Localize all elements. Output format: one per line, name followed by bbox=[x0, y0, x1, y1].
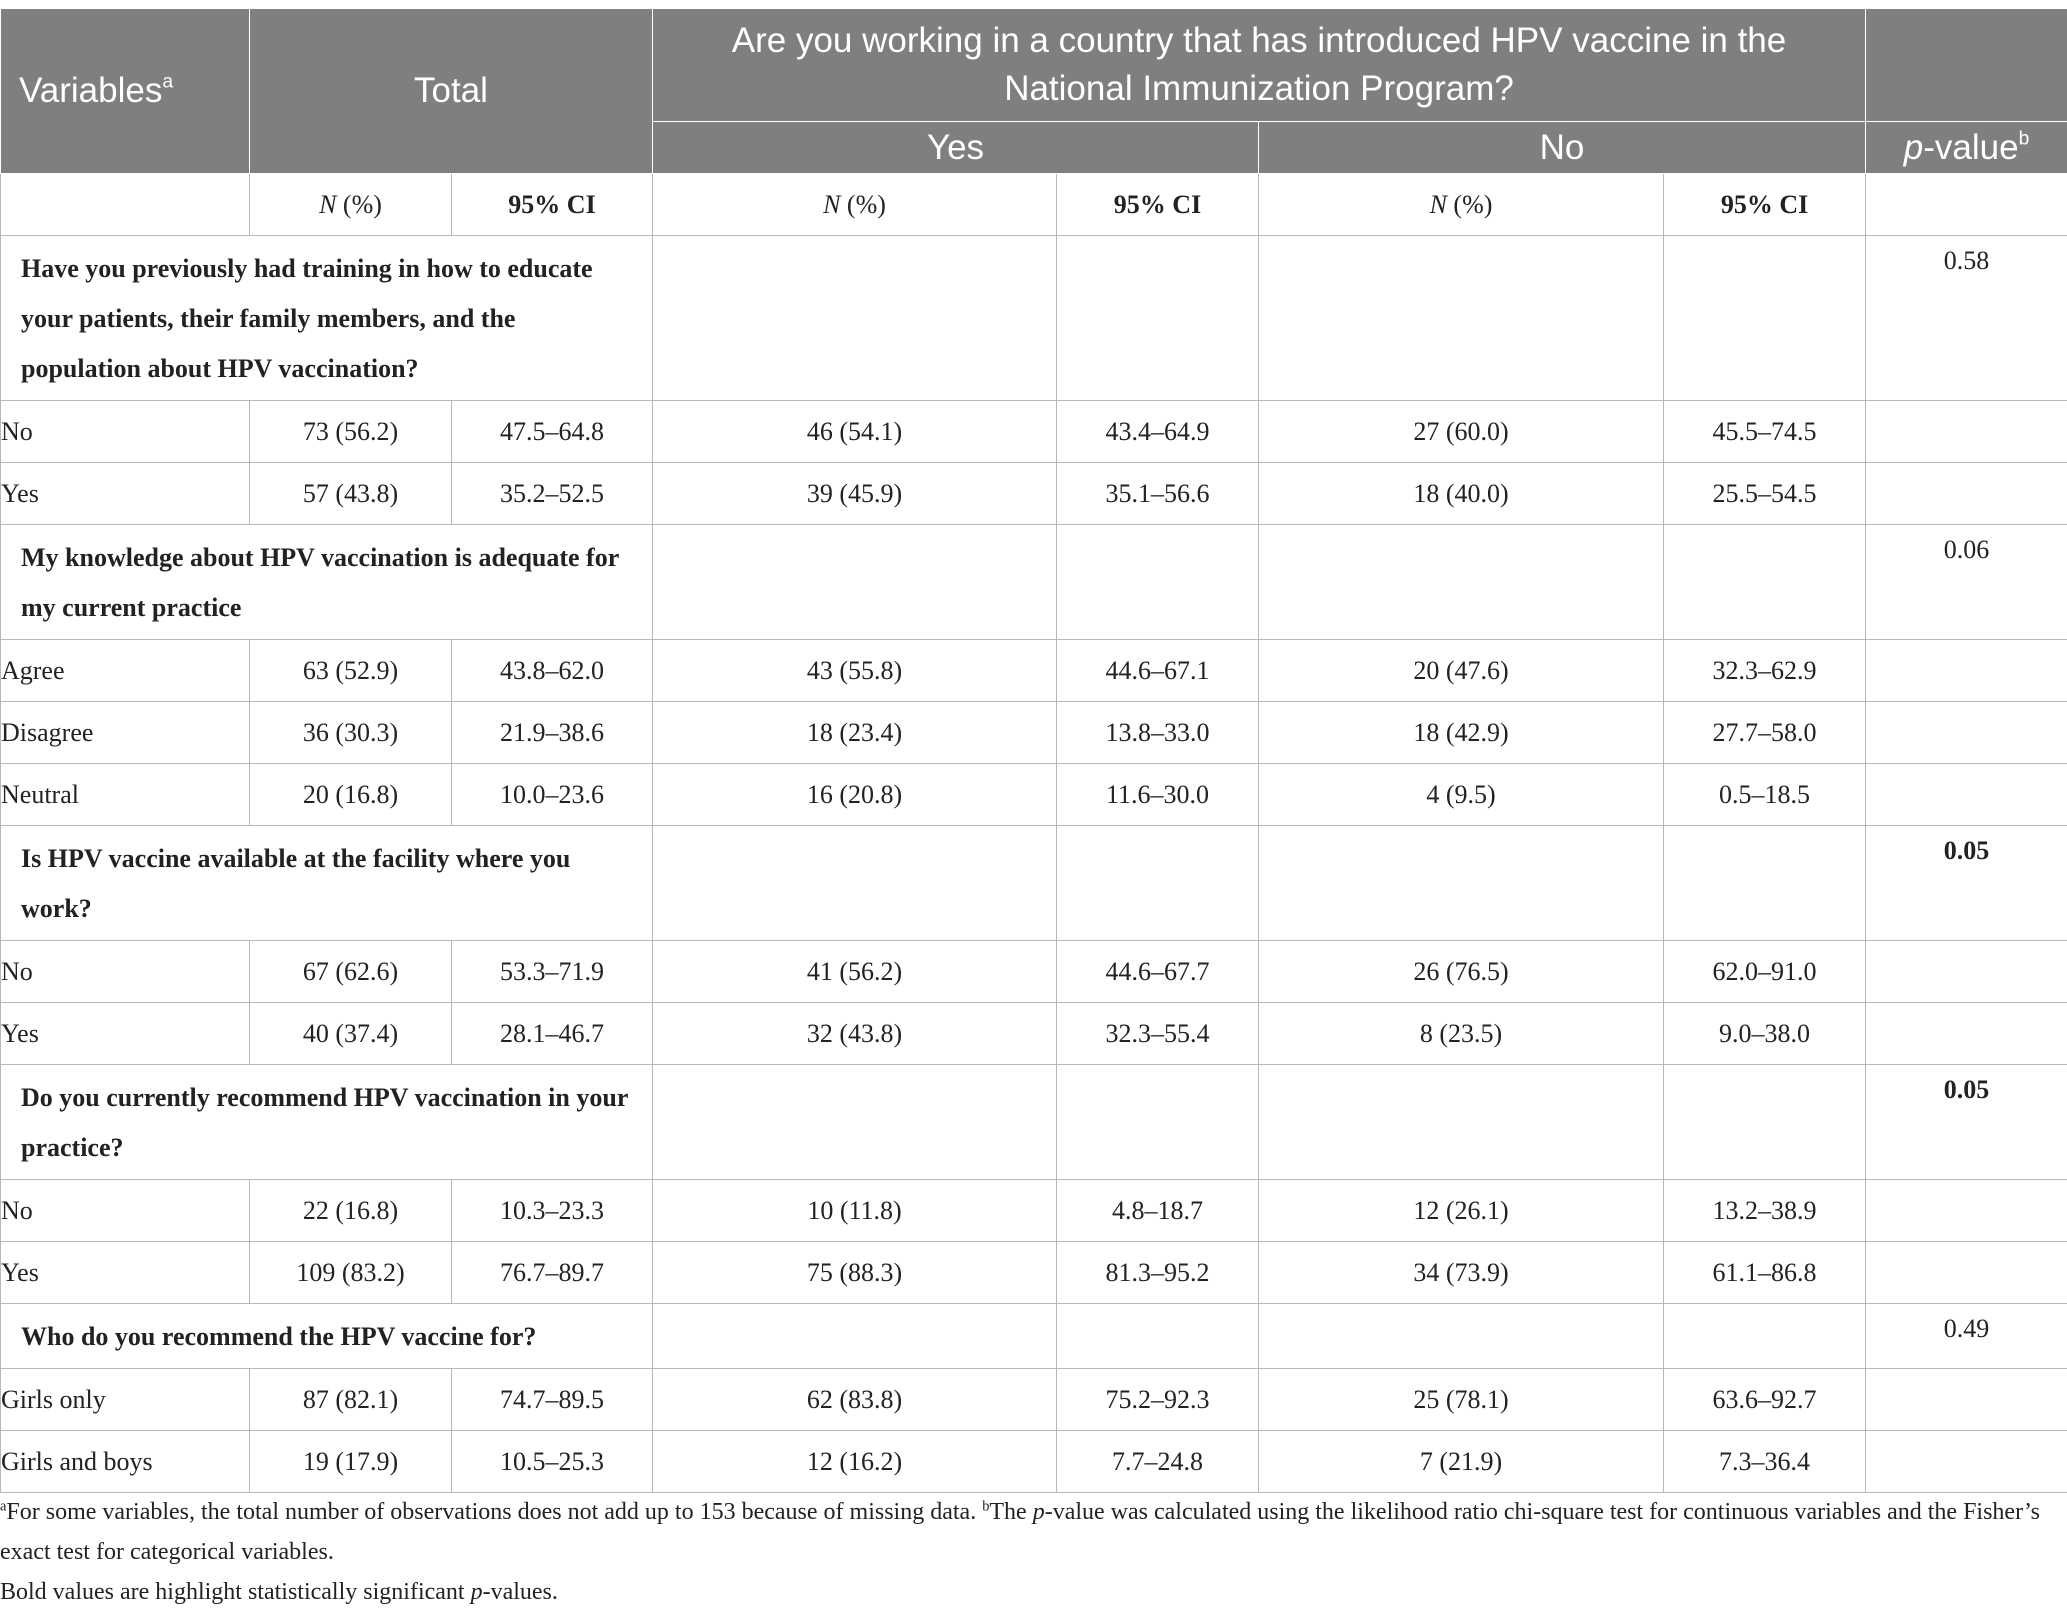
table-row bbox=[1, 1431, 2067, 1493]
question-blank-cell bbox=[1664, 1065, 1866, 1180]
p-value-blank bbox=[1866, 463, 2067, 525]
table-row bbox=[1, 941, 2067, 1003]
subheader-no-n: N (%) bbox=[1259, 174, 1664, 236]
question-blank-cell bbox=[653, 826, 1057, 941]
row-label: No bbox=[1, 1180, 250, 1242]
no-ci-cell: 25.5–54.5 bbox=[1664, 463, 1866, 525]
question-text: Is HPV vaccine available at the facility where you work? bbox=[1, 826, 653, 941]
p-value: 0.58 bbox=[1866, 236, 2067, 401]
yes-n-cell: 12 (16.2) bbox=[653, 1431, 1057, 1493]
question-blank-cell bbox=[1664, 826, 1866, 941]
table-row bbox=[1, 640, 2067, 702]
p-value: 0.05 bbox=[1866, 826, 2067, 941]
results-table bbox=[0, 8, 2067, 1493]
question-blank-cell bbox=[1664, 1304, 1866, 1369]
total-ci-cell: 28.1–46.7 bbox=[452, 1003, 653, 1065]
p-value-blank bbox=[1866, 1369, 2067, 1431]
header-no: No bbox=[1259, 122, 1866, 174]
yes-ci-cell: 43.4–64.9 bbox=[1057, 401, 1259, 463]
question-blank-cell bbox=[1259, 236, 1664, 401]
yes-n-cell: 75 (88.3) bbox=[653, 1242, 1057, 1304]
yes-ci-cell: 32.3–55.4 bbox=[1057, 1003, 1259, 1065]
yes-n-cell: 10 (11.8) bbox=[653, 1180, 1057, 1242]
question-blank-cell bbox=[653, 1304, 1057, 1369]
no-n-cell: 26 (76.5) bbox=[1259, 941, 1664, 1003]
no-n-cell: 7 (21.9) bbox=[1259, 1431, 1664, 1493]
header-country-question: Are you working in a country that has introduced HPV vaccine in the National Immunization Program? bbox=[653, 9, 1866, 122]
question-text: My knowledge about HPV vaccination is adequate for my current practice bbox=[1, 525, 653, 640]
table-row bbox=[1, 401, 2067, 463]
p-value: 0.05 bbox=[1866, 1065, 2067, 1180]
row-label: No bbox=[1, 401, 250, 463]
yes-n-cell: 43 (55.8) bbox=[653, 640, 1057, 702]
table-row bbox=[1, 764, 2067, 826]
p-value-blank bbox=[1866, 640, 2067, 702]
total-n-cell: 22 (16.8) bbox=[250, 1180, 452, 1242]
row-label: Agree bbox=[1, 640, 250, 702]
yes-ci-cell: 7.7–24.8 bbox=[1057, 1431, 1259, 1493]
row-label: Neutral bbox=[1, 764, 250, 826]
no-n-cell: 4 (9.5) bbox=[1259, 764, 1664, 826]
table-row bbox=[1, 1242, 2067, 1304]
total-ci-cell: 76.7–89.7 bbox=[452, 1242, 653, 1304]
yes-ci-cell: 81.3–95.2 bbox=[1057, 1242, 1259, 1304]
no-ci-cell: 61.1–86.8 bbox=[1664, 1242, 1866, 1304]
total-n-cell: 109 (83.2) bbox=[250, 1242, 452, 1304]
no-ci-cell: 62.0–91.0 bbox=[1664, 941, 1866, 1003]
question-row bbox=[1, 1304, 2067, 1369]
yes-n-cell: 62 (83.8) bbox=[653, 1369, 1057, 1431]
no-ci-cell: 0.5–18.5 bbox=[1664, 764, 1866, 826]
question-blank-cell bbox=[1664, 236, 1866, 401]
total-n-cell: 87 (82.1) bbox=[250, 1369, 452, 1431]
row-label: Disagree bbox=[1, 702, 250, 764]
total-ci-cell: 10.0–23.6 bbox=[452, 764, 653, 826]
table-footnotes bbox=[0, 1492, 2040, 1612]
question-blank-cell bbox=[1259, 826, 1664, 941]
subheader-no-ci: 95% CI bbox=[1664, 174, 1866, 236]
header-variables: Variables$^a$ bbox=[1, 9, 250, 174]
table-row bbox=[1, 1369, 2067, 1431]
question-blank-cell bbox=[1057, 236, 1259, 401]
question-blank-cell bbox=[1057, 525, 1259, 640]
p-value-blank bbox=[1866, 1242, 2067, 1304]
yes-ci-cell: 11.6–30.0 bbox=[1057, 764, 1259, 826]
total-ci-cell: 21.9–38.6 bbox=[452, 702, 653, 764]
question-row bbox=[1, 826, 2067, 941]
footnote-ab: $^a$For some variables, the total number of observations does not add up to 153 because of missing data. $^b$The p-value was calculated using the likelihood ratio chi-square test for continuous variables and the Fisher’s exact test for categorical variables. bbox=[0, 1498, 2040, 1565]
no-ci-cell: 27.7–58.0 bbox=[1664, 702, 1866, 764]
header-blank-cell bbox=[1866, 9, 2067, 122]
header-variables-footnote-mark: a bbox=[162, 71, 174, 93]
subheader-total-ci: 95% CI bbox=[452, 174, 653, 236]
total-ci-cell: 10.5–25.3 bbox=[452, 1431, 653, 1493]
question-blank-cell bbox=[1259, 525, 1664, 640]
yes-ci-cell: 44.6–67.7 bbox=[1057, 941, 1259, 1003]
table-row bbox=[1, 1003, 2067, 1065]
total-ci-cell: 53.3–71.9 bbox=[452, 941, 653, 1003]
row-label: Yes bbox=[1, 1242, 250, 1304]
yes-ci-cell: 75.2–92.3 bbox=[1057, 1369, 1259, 1431]
subheader-yes-ci: 95% CI bbox=[1057, 174, 1259, 236]
p-value-blank bbox=[1866, 1431, 2067, 1493]
question-blank-cell bbox=[1057, 826, 1259, 941]
no-n-cell: 8 (23.5) bbox=[1259, 1003, 1664, 1065]
subheader-total-n: N (%) bbox=[250, 174, 452, 236]
question-blank-cell bbox=[1057, 1065, 1259, 1180]
yes-n-cell: 18 (23.4) bbox=[653, 702, 1057, 764]
total-ci-cell: 47.5–64.8 bbox=[452, 401, 653, 463]
yes-n-cell: 32 (43.8) bbox=[653, 1003, 1057, 1065]
p-value-blank bbox=[1866, 1180, 2067, 1242]
question-row bbox=[1, 1065, 2067, 1180]
question-blank-cell bbox=[1057, 1304, 1259, 1369]
subheader-yes-n: N (%) bbox=[653, 174, 1057, 236]
table-body bbox=[1, 174, 2067, 1493]
row-label: Girls and boys bbox=[1, 1431, 250, 1493]
p-value: 0.06 bbox=[1866, 525, 2067, 640]
total-ci-cell: 74.7–89.5 bbox=[452, 1369, 653, 1431]
no-ci-cell: 9.0–38.0 bbox=[1664, 1003, 1866, 1065]
no-ci-cell: 63.6–92.7 bbox=[1664, 1369, 1866, 1431]
question-blank-cell bbox=[653, 236, 1057, 401]
row-label: Yes bbox=[1, 1003, 250, 1065]
total-n-cell: 40 (37.4) bbox=[250, 1003, 452, 1065]
no-ci-cell: 32.3–62.9 bbox=[1664, 640, 1866, 702]
header-yes: Yes bbox=[653, 122, 1259, 174]
row-label: Yes bbox=[1, 463, 250, 525]
p-value-blank bbox=[1866, 702, 2067, 764]
yes-n-cell: 41 (56.2) bbox=[653, 941, 1057, 1003]
yes-ci-cell: 13.8–33.0 bbox=[1057, 702, 1259, 764]
question-blank-cell bbox=[653, 525, 1057, 640]
total-n-cell: 57 (43.8) bbox=[250, 463, 452, 525]
no-n-cell: 12 (26.1) bbox=[1259, 1180, 1664, 1242]
no-n-cell: 18 (40.0) bbox=[1259, 463, 1664, 525]
yes-ci-cell: 44.6–67.1 bbox=[1057, 640, 1259, 702]
row-label: No bbox=[1, 941, 250, 1003]
p-value-blank bbox=[1866, 764, 2067, 826]
no-n-cell: 25 (78.1) bbox=[1259, 1369, 1664, 1431]
total-ci-cell: 35.2–52.5 bbox=[452, 463, 653, 525]
p-value: 0.49 bbox=[1866, 1304, 2067, 1369]
question-blank-cell bbox=[1259, 1065, 1664, 1180]
table-row bbox=[1, 463, 2067, 525]
total-n-cell: 19 (17.9) bbox=[250, 1431, 452, 1493]
header-p-value: p-value$^b$ bbox=[1866, 122, 2067, 174]
no-ci-cell: 7.3–36.4 bbox=[1664, 1431, 1866, 1493]
total-ci-cell: 10.3–23.3 bbox=[452, 1180, 653, 1242]
p-value-blank bbox=[1866, 401, 2067, 463]
total-ci-cell: 43.8–62.0 bbox=[452, 640, 653, 702]
total-n-cell: 20 (16.8) bbox=[250, 764, 452, 826]
no-ci-cell: 45.5–74.5 bbox=[1664, 401, 1866, 463]
no-n-cell: 27 (60.0) bbox=[1259, 401, 1664, 463]
table-row bbox=[1, 702, 2067, 764]
no-n-cell: 18 (42.9) bbox=[1259, 702, 1664, 764]
total-n-cell: 67 (62.6) bbox=[250, 941, 452, 1003]
total-n-cell: 63 (52.9) bbox=[250, 640, 452, 702]
question-blank-cell bbox=[653, 1065, 1057, 1180]
question-row bbox=[1, 236, 2067, 401]
p-value-blank bbox=[1866, 941, 2067, 1003]
subheader-row bbox=[1, 174, 2067, 236]
yes-ci-cell: 4.8–18.7 bbox=[1057, 1180, 1259, 1242]
row-label: Girls only bbox=[1, 1369, 250, 1431]
yes-n-cell: 16 (20.8) bbox=[653, 764, 1057, 826]
footnote-bold: Bold values are highlight statistically significant p-values. bbox=[0, 1579, 558, 1605]
no-n-cell: 20 (47.6) bbox=[1259, 640, 1664, 702]
p-value-blank bbox=[1866, 1003, 2067, 1065]
yes-ci-cell: 35.1–56.6 bbox=[1057, 463, 1259, 525]
no-ci-cell: 13.2–38.9 bbox=[1664, 1180, 1866, 1242]
question-row bbox=[1, 525, 2067, 640]
subheader-blank bbox=[1, 174, 250, 236]
question-text: Who do you recommend the HPV vaccine for? bbox=[1, 1304, 653, 1369]
question-text: Have you previously had training in how to educate your patients, their family members, and the population about HPV vaccination? bbox=[1, 236, 653, 401]
total-n-cell: 73 (56.2) bbox=[250, 401, 452, 463]
question-blank-cell bbox=[1664, 525, 1866, 640]
total-n-cell: 36 (30.3) bbox=[250, 702, 452, 764]
no-n-cell: 34 (73.9) bbox=[1259, 1242, 1664, 1304]
subheader-p-blank bbox=[1866, 174, 2067, 236]
question-blank-cell bbox=[1259, 1304, 1664, 1369]
yes-n-cell: 39 (45.9) bbox=[653, 463, 1057, 525]
question-text: Do you currently recommend HPV vaccination in your practice? bbox=[1, 1065, 653, 1180]
table-row bbox=[1, 1180, 2067, 1242]
header-total: Total bbox=[250, 9, 653, 174]
yes-n-cell: 46 (54.1) bbox=[653, 401, 1057, 463]
